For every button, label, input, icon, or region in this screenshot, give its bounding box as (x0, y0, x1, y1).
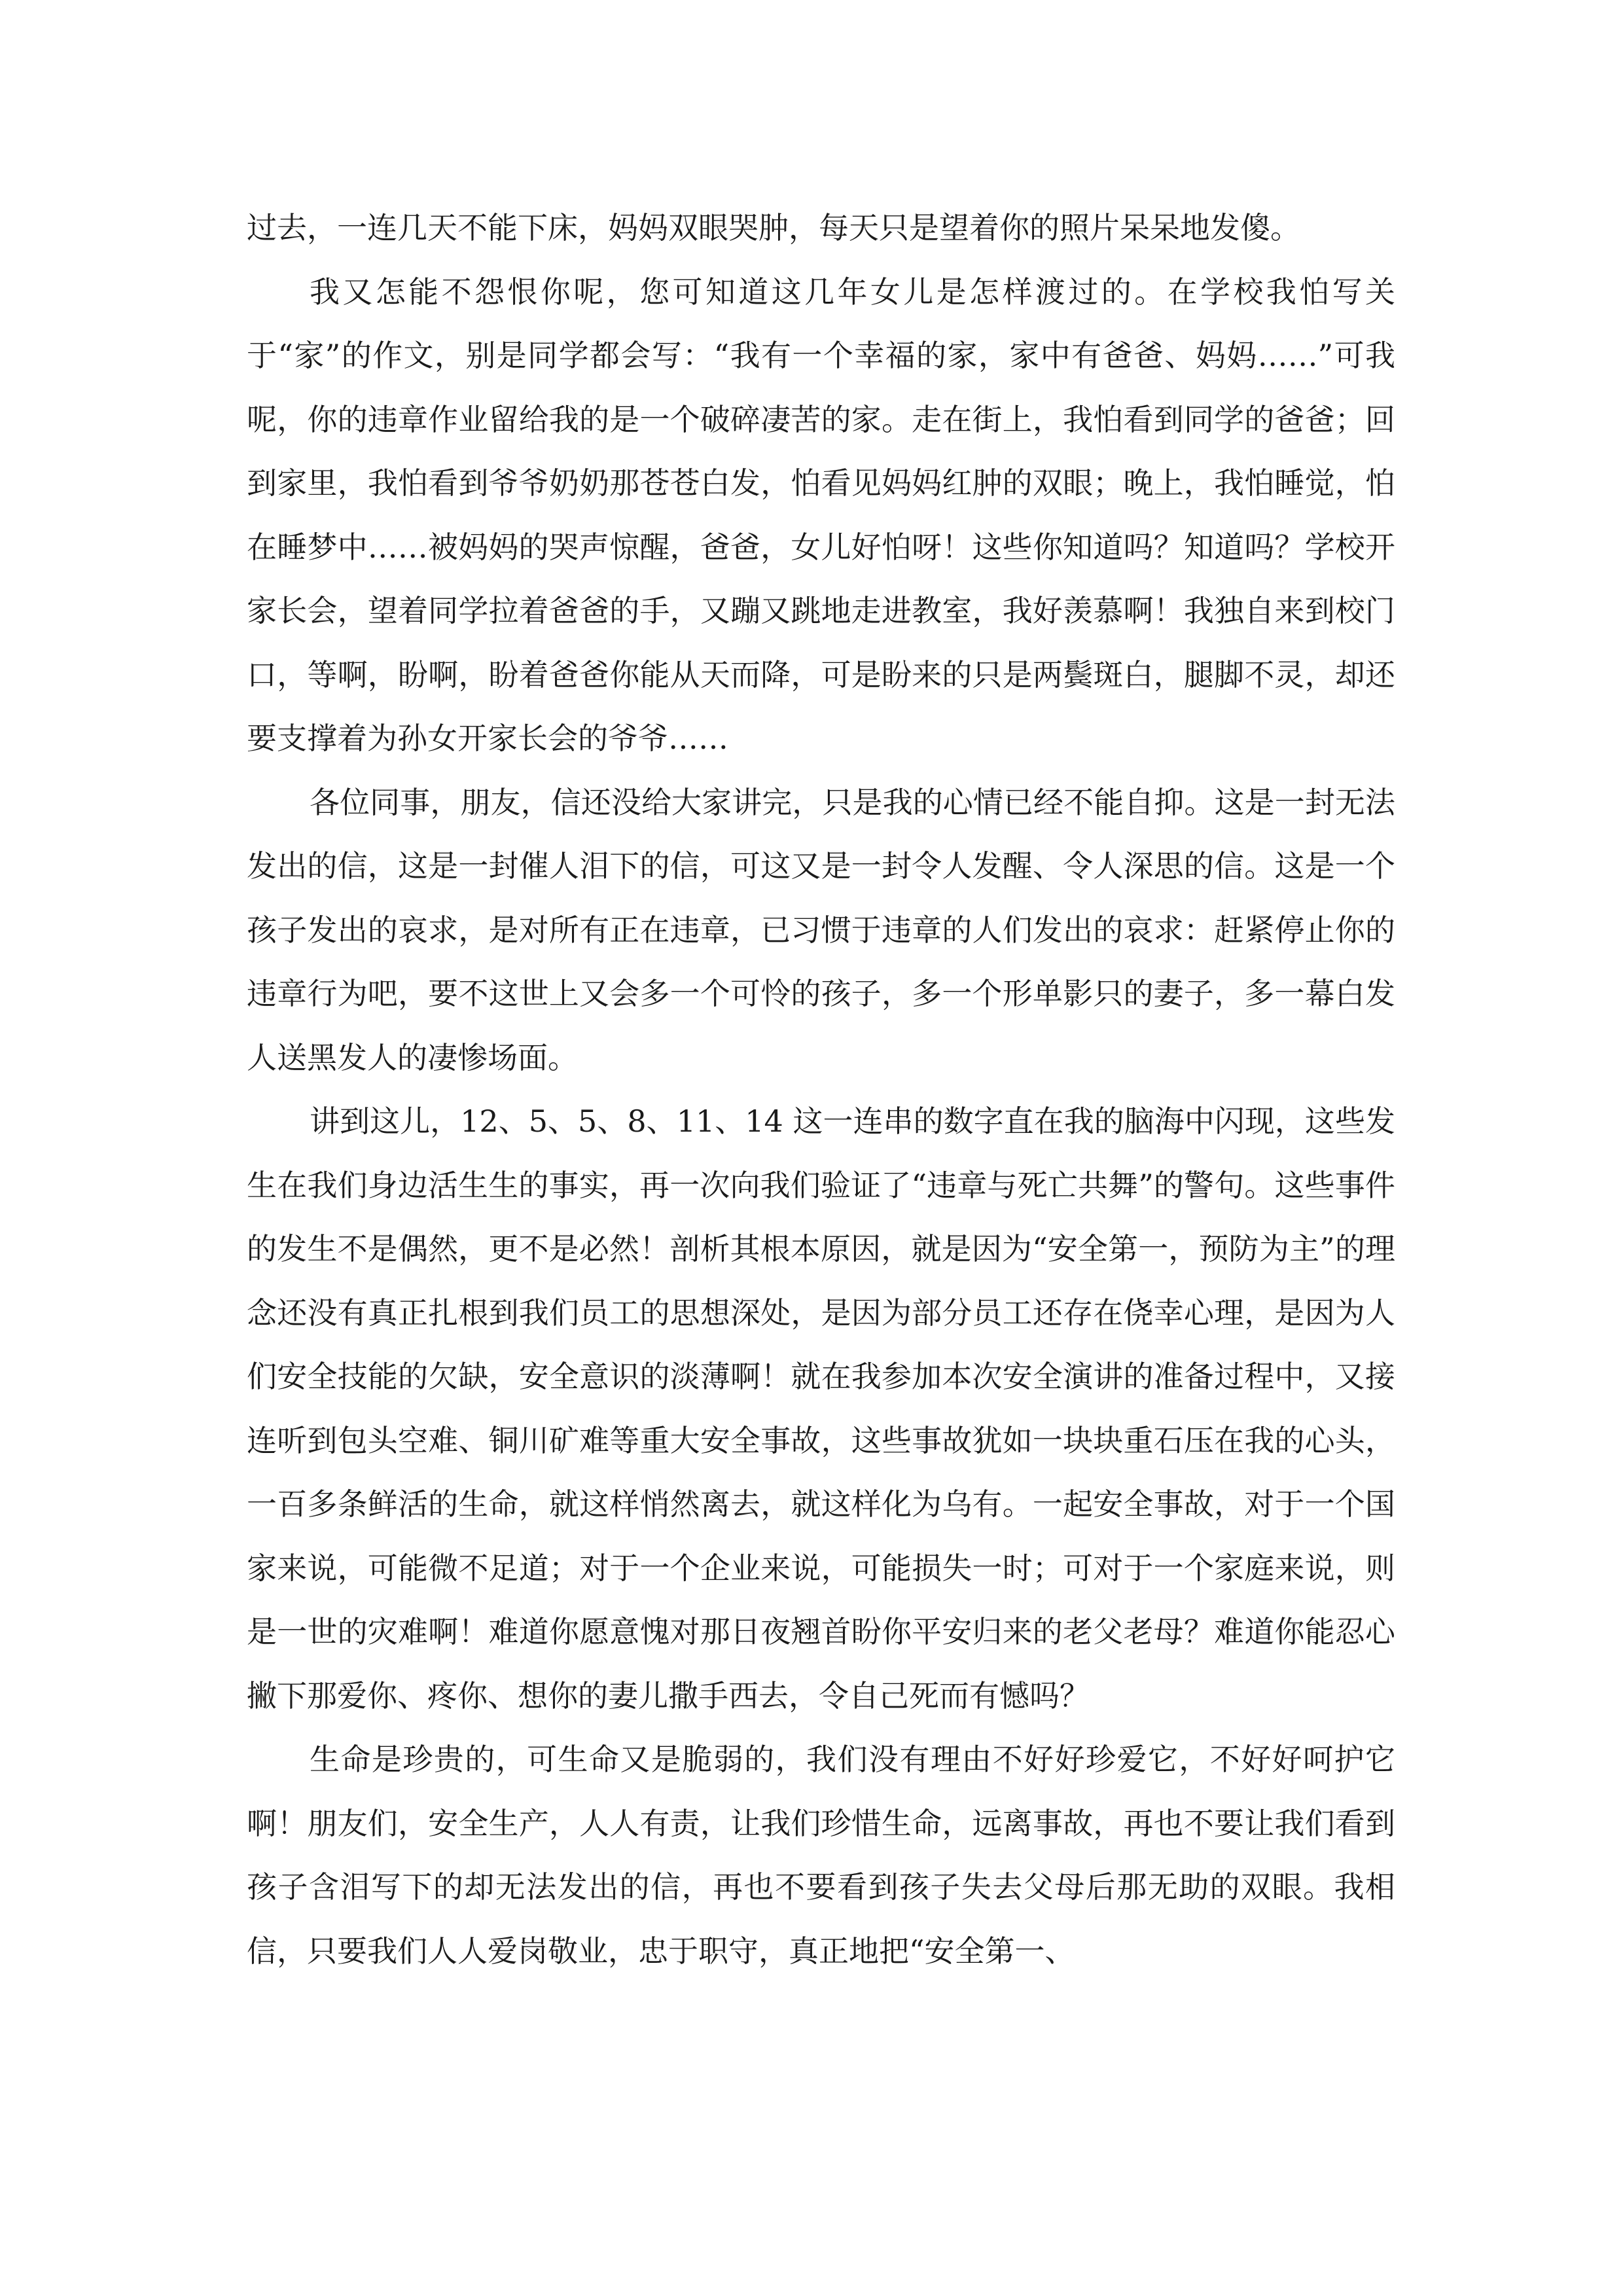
paragraph-life-precious: 生命是珍贵的，可生命又是脆弱的，我们没有理由不好好珍爱它，不好好呵护它啊！朋友们，安全生产，人人有责，让我们珍惜生命，远离事故，再也不要让我们看到孩子含泪写下的却无法发出的信，再也不要看到孩子失去父母后那无助的双眼。我相信，只要我们人人爱岗敬业，忠于职守，真正地把“安全第一、 (247, 1742, 1395, 1969)
paragraph-continuation: 过去，一连几天不能下床，妈妈双眼哭肿，每天只是望着你的照片呆呆地发傻。 (247, 210, 1300, 245)
body-text (247, 196, 1395, 1983)
paragraph-colleagues-friends: 各位同事，朋友，信还没给大家讲完，只是我的心情已经不能自抑。这是一封无法发出的信，这是一封催人泪下的信，可这又是一封令人发醒、令人深思的信。这是一个孩子发出的哀求，是对所有正在违章，已习惯于违章的人们发出的哀求：赶紧停止你的违章行为吧，要不这世上又会多一个可怜的孩子，多一个形单影只的妻子，多一幕白发人送黑发人的凄惨场面。 (247, 784, 1395, 1075)
paragraph-numbers-accidents: 讲到这儿，12、5、5、8、11、14 这一连串的数字直在我的脑海中闪现，这些发生在我们身边活生生的事实，再一次向我们验证了“违章与死亡共舞”的警句。这些事件的发生不是偶然，更不是必然！剖析其根本原因，就是因为“安全第一，预防为主”的理念还没有真正扎根到我们员工的思想深处，是因为部分员工还存在侥幸心理，是因为人们安全技能的欠缺，安全意识的淡薄啊！就在我参加本次安全演讲的准备过程中，又接连听到包头空难、铜川矿难等重大安全事故，这些事故犹如一块块重石压在我的心头，一百多条鲜活的生命，就这样悄然离去，就这样化为乌有。一起安全事故，对于一个国家来说，可能微不足道；对于一个企业来说，可能损失一时；可对于一个家庭来说，则是一世的灾难啊！难道你愿意愧对那日夜翘首盼你平安归来的老父老母？难道你能忍心撇下那爱你、疼你、想你的妻儿撒手西去，令自己死而有憾吗？ (247, 1103, 1395, 1713)
paragraph-letter-fear: 我又怎能不怨恨你呢，您可知道这几年女儿是怎样渡过的。在学校我怕写关于“家”的作文，别是同学都会写：“我有一个幸福的家，家中有爸爸、妈妈……”可我呢，你的违章作业留给我的是一个破碎凄苦的家。走在街上，我怕看到同学的爸爸；回到家里，我怕看到爷爷奶奶那苍苍白发，怕看见妈妈红肿的双眼；晚上，我怕睡觉，怕在睡梦中……被妈妈的哭声惊醒，爸爸，女儿好怕呀！这些你知道吗？知道吗？学校开家长会，望着同学拉着爸爸的手，又蹦又跳地走进教室，我好羡慕啊！我独自来到校门口，等啊，盼啊，盼着爸爸你能从天而降，可是盼来的只是两鬓斑白，腿脚不灵，却还要支撑着为孙女开家长会的爷爷…… (247, 274, 1395, 756)
